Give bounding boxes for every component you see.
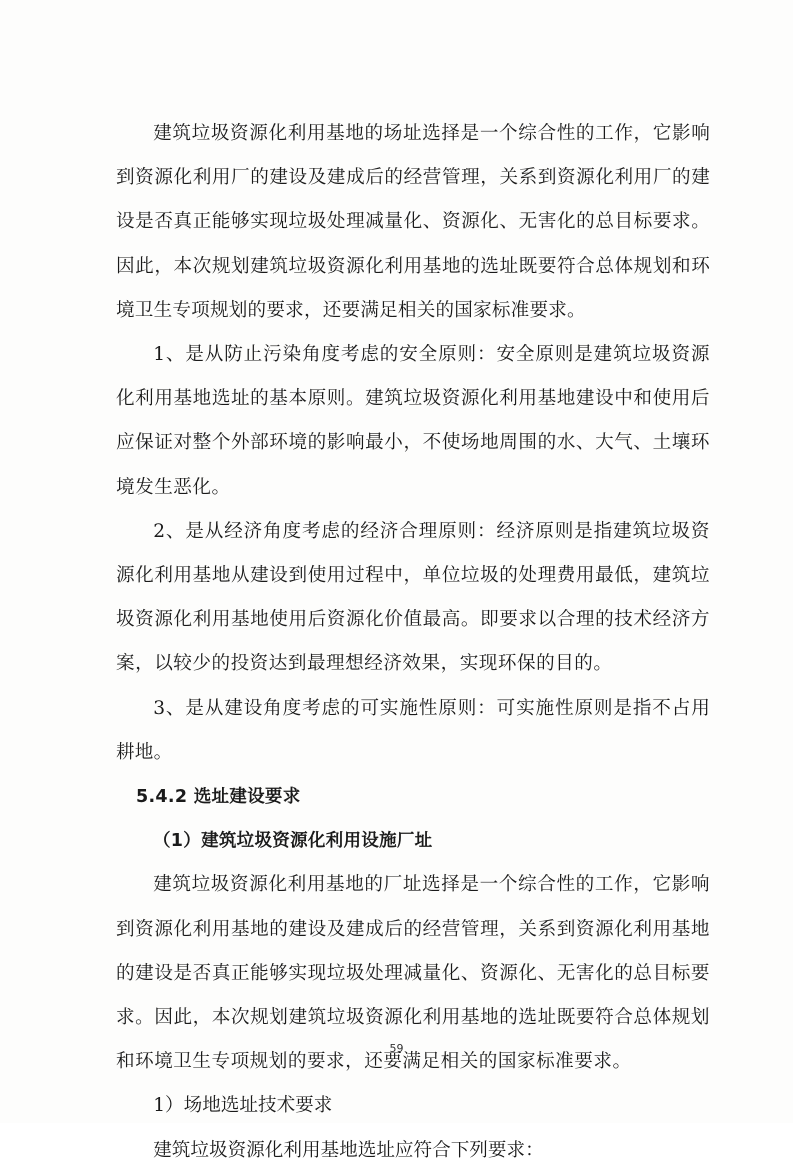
principle-1-paragraph: 1、是从防止污染角度考虑的安全原则：安全原则是建筑垃圾资源化利用基地选址的基本原则。建筑垃圾资源化利用基地建设中和使用后应保证对整个外部环境的影响最小，不使场地周围的水、大气、土壤环境发生恶化。 xyxy=(116,344,710,498)
site-selection-paragraph: 建筑垃圾资源化利用基地的厂址选择是一个综合性的工作，它影响到资源化利用基地的建设及建成后的经营管理，关系到资源化利用基地的建设是否真正能够实现垃圾处理减量化、资源化、无害化的总目标要求。因此，本次规划建筑垃圾资源化利用基地的选址既要符合总体规划和环境卫生专项规划的要求，还要满足相关的国家标准要求。 xyxy=(116,874,710,1073)
intro-paragraph: 建筑垃圾资源化利用基地的场址选择是一个综合性的工作，它影响到资源化利用厂的建设及建成后的经营管理，关系到资源化利用厂的建设是否真正能够实现垃圾处理减量化、资源化、无害化的总目标要求。因此，本次规划建筑垃圾资源化利用基地的选址既要符合总体规划和环境卫生专项规划的要求，还要满足相关的国家标准要求。 xyxy=(116,123,710,321)
section-heading: 5.4.2 选址建设要求 xyxy=(136,787,301,808)
principle-2-paragraph: 2、是从经济角度考虑的经济合理原则：经济原则是指建筑垃圾资源化利用基地从建设到使用过程中，单位垃圾的处理费用最低，建筑垃圾资源化利用基地使用后资源化价值最高。即要求以合理的技术经济方案，以较少的投资达到最理想经济效果，实现环保的目的。 xyxy=(116,520,710,675)
requirements-intro-paragraph: 建筑垃圾资源化利用基地选址应符合下列要求： xyxy=(153,1139,544,1161)
subsection-heading: （1）建筑垃圾资源化利用设施厂址 xyxy=(153,831,433,852)
principle-3-paragraph: 3、是从建设角度考虑的可实施性原则：可实施性原则是指不占用耕地。 xyxy=(116,697,710,763)
item-heading: 1）场地选址技术要求 xyxy=(153,1095,333,1117)
page-body xyxy=(116,112,710,1173)
page-number: 59 xyxy=(389,1042,404,1055)
